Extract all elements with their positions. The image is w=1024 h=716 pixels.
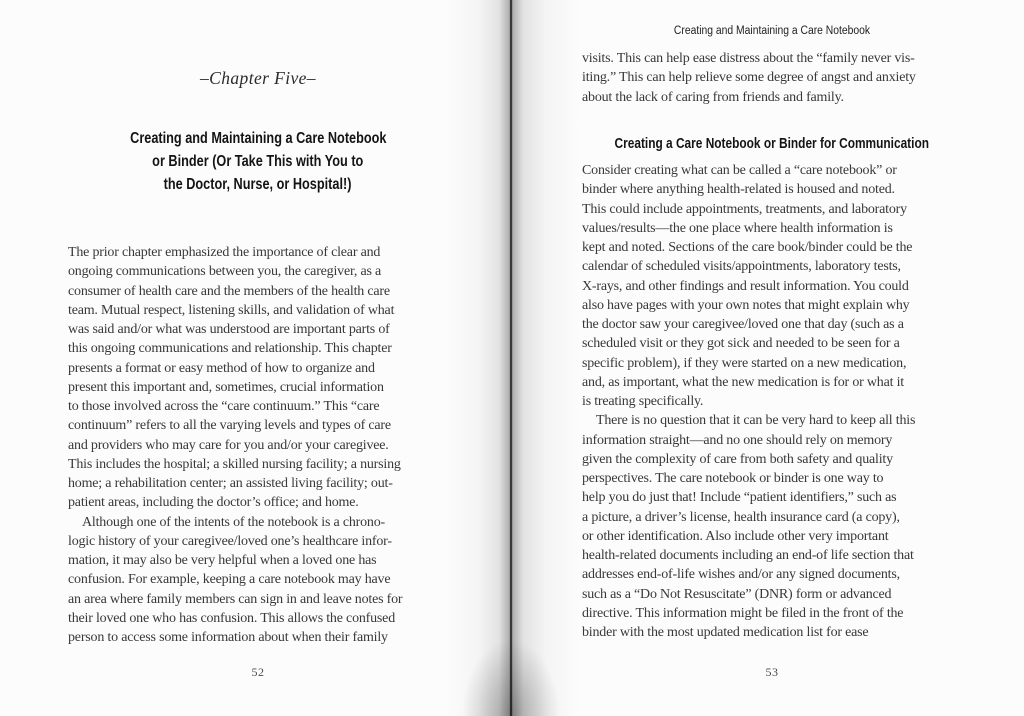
body-line: binder with the most updated medication list for ease xyxy=(582,625,869,640)
body-line: such as a “Do Not Resuscitate” (DNR) form or advanced xyxy=(582,586,892,602)
chapter-title-line: the Doctor, Nurse, or Hospital!) xyxy=(164,176,352,193)
body-line: Although one of the intents of the notebook is a chrono- xyxy=(82,514,385,530)
book-gutter-shadow xyxy=(445,0,580,716)
body-line: person to access some information about when their family xyxy=(68,630,388,645)
body-line: home; a rehabilitation center; an assisted living facility; out- xyxy=(68,476,393,491)
chapter-title-line: or Binder (Or Take This with You to xyxy=(152,153,364,170)
body-line: information straight—and no one should rely on memory xyxy=(582,432,893,448)
body-line: iting.” This can help relieve some degree of angst and anxiety xyxy=(582,70,916,86)
body-line: addresses end-of-life wishes and/or any signed documents, xyxy=(582,567,900,583)
body-line: calendar of scheduled visits/appointments, laboratory tests, xyxy=(582,259,901,275)
body-line: presents a format or easy method of how to organize and xyxy=(68,360,375,376)
body-line: is treating specifically. xyxy=(582,394,704,409)
body-line: patient areas, including the doctor’s office; and home. xyxy=(68,495,359,511)
body-line: help you do just that! Include “patient identifiers,” such as xyxy=(582,490,897,506)
right-page-intro xyxy=(582,49,968,107)
body-line: an area where family members can sign in and leave notes for xyxy=(68,591,403,607)
body-line: or other identification. Also include other very important xyxy=(582,528,889,544)
body-line: perspectives. The care notebook or binder is one way to xyxy=(582,471,884,486)
section-heading: Creating a Care Notebook or Binder for Communication xyxy=(614,136,930,152)
body-line: scheduled visit or they got sick and needed to be seen for a xyxy=(582,336,900,352)
body-line: directive. This information might be filed in the front of the xyxy=(582,605,904,621)
body-line: this ongoing communications and relationship. This chapter xyxy=(68,341,392,357)
body-line: health-related documents including an end-of life section that xyxy=(582,548,914,563)
body-line: binder where anything health-related is housed and noted. xyxy=(582,182,895,198)
body-line: given the complexity of care from both safety and quality xyxy=(582,451,893,467)
body-line: their loved one who has confusion. This allows the confused xyxy=(68,610,395,626)
page-number-right: 53 xyxy=(765,665,779,679)
body-line: kept and noted. Sections of the care book/binder could be the xyxy=(582,240,913,255)
body-line: specific problem), if they were started on a new medication, xyxy=(582,355,907,371)
body-line: visits. This can help ease distress about the “family never vis- xyxy=(582,51,915,66)
page-left xyxy=(62,0,454,716)
body-line: This could include appointments, treatments, and laboratory xyxy=(582,201,907,217)
body-line: values/results—the one place where health information is xyxy=(582,220,893,236)
body-line: and providers who may care for you and/or your caregivee. xyxy=(68,437,389,453)
body-line: mation, it may also be very helpful when a loved one has xyxy=(68,553,377,568)
chapter-heading: –Chapter Five– xyxy=(200,68,316,88)
body-line: about the lack of caring from friends and family. xyxy=(582,89,844,105)
body-line: Consider creating what can be called a “care notebook” or xyxy=(582,163,897,178)
body-line: to those involved across the “care continuum.” This “care xyxy=(68,399,380,414)
body-line: There is no question that it can be very hard to keep all this xyxy=(596,413,916,429)
body-line: also have pages with your own notes that might explain why xyxy=(582,297,910,313)
right-page-body xyxy=(582,161,968,642)
body-line: logic history of your caregivee/loved one’s healthcare infor- xyxy=(68,533,392,549)
body-line: The prior chapter emphasized the importance of clear and xyxy=(68,245,381,260)
body-line: consumer of health care and the members of the health care xyxy=(68,283,390,299)
body-line: This includes the hospital; a skilled nursing facility; a nursing xyxy=(68,456,401,472)
page-number-left: 52 xyxy=(251,665,265,679)
body-line: and, as important, what the new medication is for or what it xyxy=(582,374,904,390)
body-line: team. Mutual respect, listening skills, and validation of what xyxy=(68,302,395,318)
body-line: present this important and, sometimes, crucial information xyxy=(68,379,384,395)
chapter-title xyxy=(62,127,454,196)
body-line: X-rays, and other findings and result information. You could xyxy=(582,278,909,294)
body-line: continuum” refers to all the varying levels and types of care xyxy=(68,418,391,434)
body-line: a picture, a driver’s license, health insurance card (a copy), xyxy=(582,509,900,525)
chapter-title-line: Creating and Maintaining a Care Notebook xyxy=(129,130,387,147)
page-right xyxy=(576,0,968,716)
left-page-body xyxy=(68,243,454,647)
body-line: confusion. For example, keeping a care notebook may have xyxy=(68,572,391,588)
body-line: the doctor saw your caregivee/loved one that day (such as a xyxy=(582,317,904,332)
body-line: was said and/or what was understood are important parts of xyxy=(68,322,390,337)
body-line: ongoing communications between you, the caregiver, as a xyxy=(68,264,382,280)
running-header: Creating and Maintaining a Care Notebook xyxy=(673,25,871,37)
